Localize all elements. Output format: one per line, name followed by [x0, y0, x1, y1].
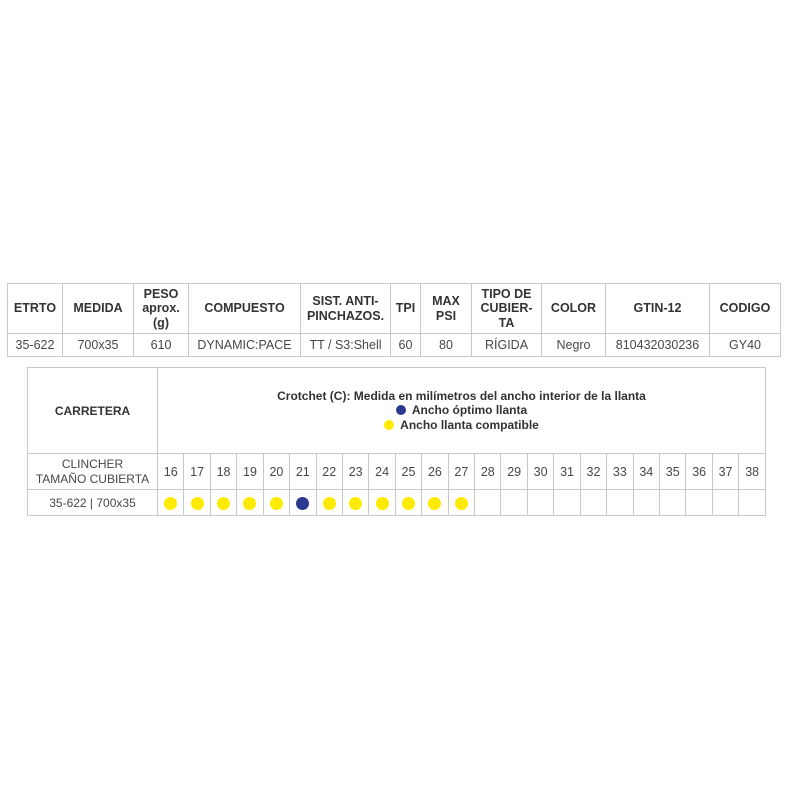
header-line: COLOR	[550, 301, 597, 316]
mark-cell	[184, 490, 210, 516]
value-max-psi: 80	[421, 334, 472, 357]
width-header: 29	[501, 454, 527, 490]
header-line: GTIN-12	[633, 301, 682, 316]
width-header: 20	[263, 454, 289, 490]
header-line: SIST. ANTI-	[312, 294, 379, 308]
value-color: Negro	[542, 334, 606, 357]
mark-cell	[237, 490, 263, 516]
mark-cell	[739, 490, 766, 516]
legend-optimal-label: Ancho óptimo llanta	[411, 403, 528, 418]
compatible-width-mark	[217, 497, 230, 510]
header-line: PESO	[143, 286, 179, 301]
mark-cell	[342, 490, 368, 516]
width-header: 36	[686, 454, 712, 490]
header-line: PSI	[435, 308, 457, 323]
header-line: MAX	[432, 294, 460, 308]
header-line: ETRTO	[13, 301, 57, 316]
compatible-width-mark	[455, 497, 468, 510]
mark-cell	[422, 490, 448, 516]
legend-compatible-label: Ancho llanta compatible	[400, 417, 539, 432]
width-header: 24	[369, 454, 395, 490]
mark-cell	[712, 490, 738, 516]
mark-cell	[580, 490, 606, 516]
width-header-row	[28, 454, 766, 490]
header-line: (g)	[153, 315, 169, 330]
header-line: PINCHAZOS.	[306, 308, 385, 323]
mark-cell	[290, 490, 316, 516]
value-medida: 700x35	[63, 334, 134, 357]
width-header: 37	[712, 454, 738, 490]
legend-compatible	[158, 418, 765, 433]
value-gtin: 810432030236	[606, 334, 710, 357]
mark-cell	[686, 490, 712, 516]
width-header: 19	[237, 454, 263, 490]
spec-header-row	[8, 284, 781, 334]
compatible-width-mark	[323, 497, 336, 510]
width-header: 35	[660, 454, 686, 490]
size-header-line: TAMAÑO CUBIERTA	[35, 471, 150, 486]
header-max-psi	[421, 284, 472, 334]
size-header	[28, 454, 158, 490]
width-header: 28	[475, 454, 501, 490]
compatible-width-mark	[349, 497, 362, 510]
mark-cell	[501, 490, 527, 516]
value-codigo: GY40	[710, 334, 781, 357]
mark-cell	[448, 490, 474, 516]
mark-cell	[633, 490, 659, 516]
header-line: CUBIER-	[480, 301, 533, 316]
mark-cell	[263, 490, 289, 516]
compatible-width-mark	[164, 497, 177, 510]
header-medida	[63, 284, 134, 334]
width-header: 23	[342, 454, 368, 490]
mark-cell	[554, 490, 580, 516]
value-tipo-cubierta: RÍGIDA	[472, 334, 542, 357]
compatible-width-mark	[191, 497, 204, 510]
width-header: 18	[210, 454, 236, 490]
compatible-dot-icon	[384, 420, 394, 430]
width-header: 25	[395, 454, 421, 490]
mark-cell	[395, 490, 421, 516]
header-line: COMPUESTO	[204, 301, 285, 316]
mark-cell	[527, 490, 553, 516]
header-peso	[134, 284, 189, 334]
width-header: 22	[316, 454, 342, 490]
header-tipo-cubierta	[472, 284, 542, 334]
compatible-width-mark	[270, 497, 283, 510]
compatible-width-mark	[428, 497, 441, 510]
width-header: 33	[607, 454, 633, 490]
header-line: TPI	[395, 301, 416, 316]
legend-row	[28, 368, 766, 454]
header-anti-pinchazos	[301, 284, 391, 334]
spec-data-row	[8, 334, 781, 357]
width-header: 32	[580, 454, 606, 490]
width-header: 16	[158, 454, 184, 490]
value-tpi: 60	[391, 334, 421, 357]
header-line: MEDIDA	[73, 301, 123, 316]
header-color	[542, 284, 606, 334]
header-compuesto	[189, 284, 301, 334]
compatible-width-mark	[402, 497, 415, 510]
mark-cell	[316, 490, 342, 516]
header-etrto	[8, 284, 63, 334]
width-header: 17	[184, 454, 210, 490]
value-peso: 610	[134, 334, 189, 357]
mark-cell	[369, 490, 395, 516]
header-line: TA	[498, 315, 515, 330]
tire-row-label: 35-622 | 700x35	[28, 490, 158, 516]
header-gtin	[606, 284, 710, 334]
rim-compatibility-table	[27, 367, 766, 516]
optimal-dot-icon	[396, 405, 406, 415]
width-header: 30	[527, 454, 553, 490]
width-header: 34	[633, 454, 659, 490]
legend-cell	[158, 368, 766, 454]
width-header: 27	[448, 454, 474, 490]
optimal-width-mark	[296, 497, 309, 510]
width-header: 31	[554, 454, 580, 490]
crotchet-title: Crotchet (C): Medida en milímetros del ancho interior de la llanta	[277, 388, 646, 403]
mark-cell	[607, 490, 633, 516]
legend-optimal	[158, 403, 765, 418]
width-header: 21	[290, 454, 316, 490]
size-header-line: CLINCHER	[61, 457, 124, 471]
header-codigo	[710, 284, 781, 334]
header-line: TIPO DE	[481, 286, 532, 301]
compatible-width-mark	[376, 497, 389, 510]
value-compuesto: DYNAMIC:PACE	[189, 334, 301, 357]
width-header: 26	[422, 454, 448, 490]
spec-table	[7, 283, 781, 357]
value-etrto: 35-622	[8, 334, 63, 357]
mark-cell	[158, 490, 184, 516]
corner-label: CARRETERA	[28, 368, 158, 454]
mark-cell	[475, 490, 501, 516]
header-tpi	[391, 284, 421, 334]
mark-cell	[210, 490, 236, 516]
header-line: aprox.	[142, 301, 180, 316]
tire-row	[28, 490, 766, 516]
header-line: CODIGO	[719, 301, 771, 316]
width-header: 38	[739, 454, 766, 490]
mark-cell	[660, 490, 686, 516]
value-anti-pinchazos: TT / S3:Shell	[301, 334, 391, 357]
compatible-width-mark	[243, 497, 256, 510]
